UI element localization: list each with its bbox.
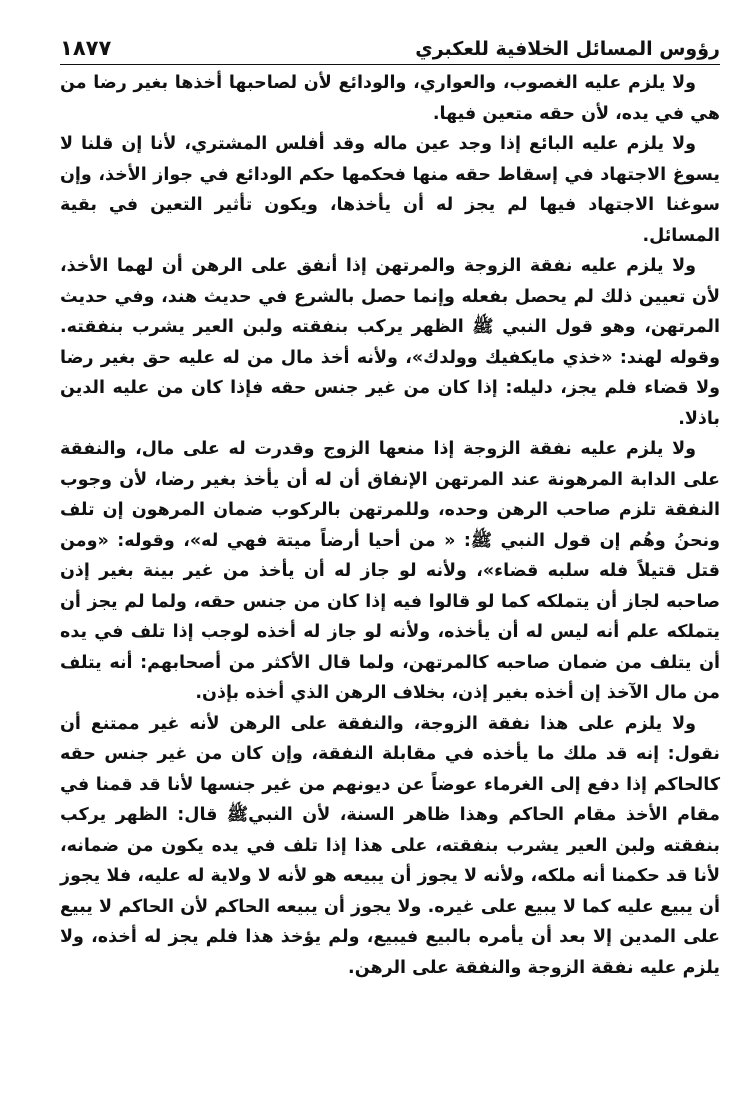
paragraph: ولا يلزم عليه نفقة الزوجة والمرتهن إذا أنفق على الرهن أن لهما الأخذ، لأن تعيين ذلك لم يحصل بفعله وإنما حصل بالشرع في حديث هند، وفي حديث المرتهن، وهو قول النبي ﷺ الظهر يركب بنفقته ولبن العير يشرب بنفقته. وقوله لهند: «خذي مايكفيك وولدك»، ولأنه أخذ مال من له عليه حق بغير رضا ولا قضاء فلم يجز، دليله: إذا كان من غير جنس حقه فإذا كان من عليه الدين باذلا. xyxy=(60,256,720,429)
running-header xyxy=(60,30,720,65)
book-title: رؤوس المسائل الخلافية للعكبري xyxy=(415,38,720,60)
paragraph: ولا يلزم على هذا نفقة الزوجة، والنفقة على الرهن لأنه غير ممتنع أن نقول: إنه قد ملك ما يأخذه في مقابلة النفقة، وإن كان من غير جنس حقه كالحاكم إذا دفع إلى الغرماء عوضاً عن ديونهم من غير جنسها لأنا قد قمنا في مقام الأخذ مقام الحاكم وهذا ظاهر السنة، لأن النبيﷺ قال: الظهر يركب بنفقته ولبن العير يشرب بنفقته، على هذا إذا تلف في يده يكون من ضمانه، لأنا قد حكمنا أنه ملكه، ولأنه لا يجوز أن يبيعه هو لأنه لا ولاية له عليه، فلا يجوز أن يبيع عليه كما لا يبيع على غيره. ولا يجوز أن يبيعه الحاكم لأن الحاكم لا يبيع على المدين إلا بعد أن يأمره بالبيع فيبيع، ولم يؤخذ هذا فلم يجز له أخذه، ولا يلزم عليه نفقة الزوجة والنفقة على الرهن. xyxy=(60,713,720,978)
book-page xyxy=(60,30,720,983)
paragraph: ولا يلزم عليه البائع إذا وجد عين ماله وقد أفلس المشتري، لأنا إن قلنا لا يسوغ الاجتهاد في إسقاط حقه منها فحكمها حكم الودائع في جواز الأخذ، وإن سوغنا الاجتهاد فيها لم يجز له أن يأخذها، ويكون تأثير التعين في بقية المسائل. xyxy=(60,134,720,246)
paragraph: ولا يلزم عليه نفقة الزوجة إذا منعها الزوج وقدرت له على مال، والنفقة على الدابة المرهونة عند المرتهن الإنفاق أن له أن يأخذ بغير رضا، لأن وجوب النفقة تلزم صاحب الرهن وحده، وللمرتهن بالركوب ضمان المرهون إن تلف ونحنُ وهُم إن قول النبي ﷺ: « من أحيا أرضاً ميتة فهي له»، وقوله: «ومن قتل قتيلاً فله سلبه قضاء»، ولأنه لو جاز له أن يأخذ من غير بينة بغير إذن صاحبه لجاز أن يتملكه كما لو قالوا فيه إذا كان من جنس حقه، ولما لم يجز أن يتملكه علم أنه ليس له أن يأخذه، ولأنه لو جاز له أخذه لوجب إذا تلف في يده أن يتلف من ضمان صاحبه كالمرتهن، ولما قال الأكثر من أصحابهم: أنه يتلف من مال الآخذ إن أخذه بغير إذن، بخلاف الرهن الذي أخذه بإذن. xyxy=(60,439,720,703)
body-text xyxy=(60,68,720,983)
paragraph: ولا يلزم عليه الغصوب، والعواري، والودائع لأن لصاحبها أخذها بغير رضا من هي في يده، لأن حقه متعين فيها. xyxy=(60,73,720,124)
page-number: ١٨٧٧ xyxy=(60,36,112,60)
